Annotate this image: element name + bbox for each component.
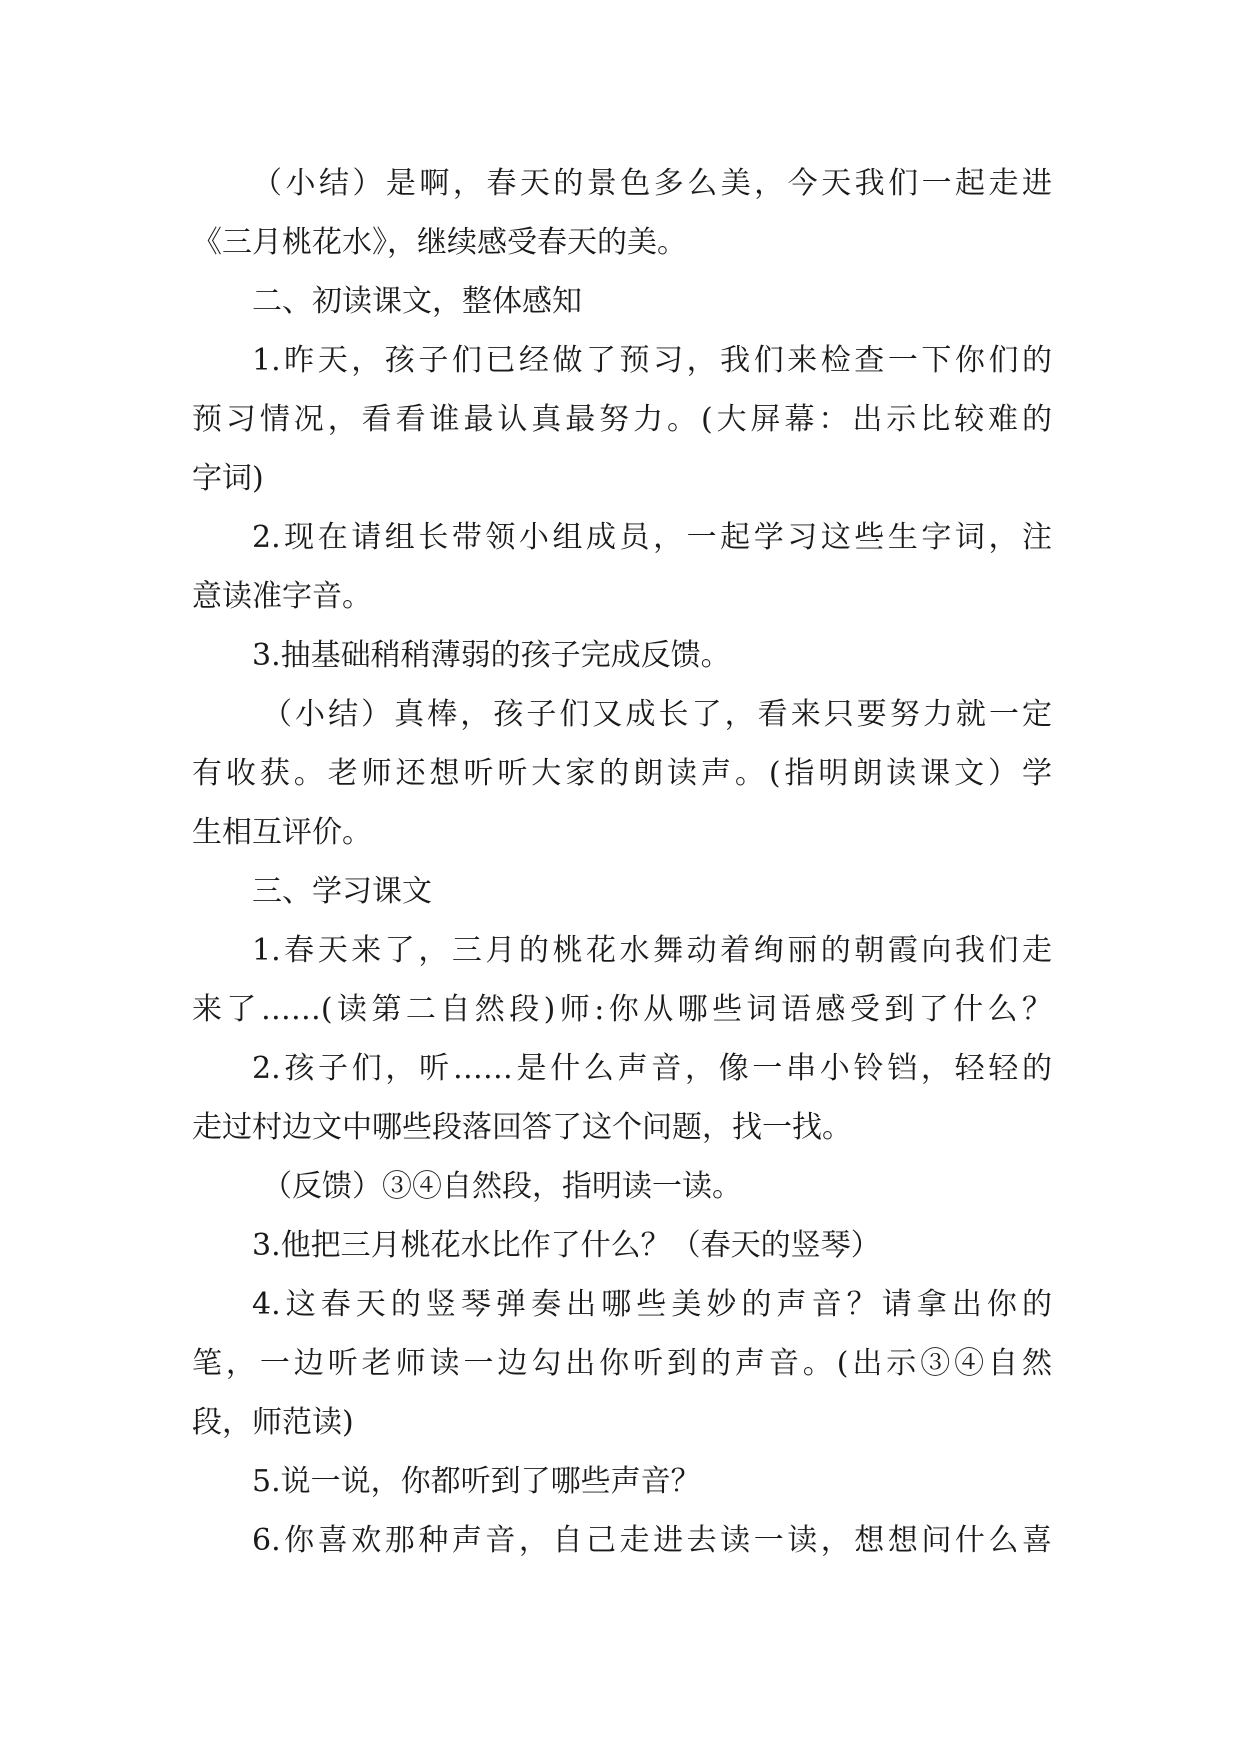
paragraph-line: 2.孩子们，听……是什么声音，像一串小铃铛，轻轻的 <box>252 1051 1052 1086</box>
paragraph-line: 4.这春天的竖琴弹奏出哪些美妙的声音？请拿出你的 <box>252 1287 1052 1322</box>
paragraph-line: 来了……(读第二自然段)师:你从哪些词语感受到了什么？ <box>192 992 1052 1027</box>
paragraph-line: （反馈）③④自然段，指明读一读。 <box>262 1169 742 1204</box>
paragraph-line: 意读准字音。 <box>192 579 372 614</box>
paragraph-line: 笔，一边听老师读一边勾出你听到的声音。(出示③④自然 <box>192 1346 1052 1381</box>
paragraph-line: 走过村边文中哪些段落回答了这个问题，找一找。 <box>192 1110 852 1145</box>
paragraph-line: 3.他把三月桃花水比作了什么？（春天的竖琴） <box>252 1228 881 1263</box>
paragraph-line: 生相互评价。 <box>192 815 372 850</box>
paragraph-line: 3.抽基础稍稍薄弱的孩子完成反馈。 <box>252 638 731 673</box>
document-body <box>192 154 1052 1570</box>
paragraph-line: （小结）真棒，孩子们又成长了，看来只要努力就一定 <box>262 697 1052 732</box>
section-heading: 二、初读课文，整体感知 <box>252 284 582 319</box>
paragraph-line: 字词) <box>192 461 264 496</box>
paragraph-line: 《三月桃花水》，继续感受春天的美。 <box>192 225 687 260</box>
section-heading: 三、学习课文 <box>252 874 432 909</box>
paragraph-line: （小结）是啊，春天的景色多么美，今天我们一起走进 <box>252 166 1052 201</box>
paragraph-line: 预习情况，看看谁最认真最努力。(大屏幕：出示比较难的 <box>192 402 1052 437</box>
paragraph-line: 2.现在请组长带领小组成员，一起学习这些生字词，注 <box>252 520 1052 555</box>
paragraph-line: 1.春天来了，三月的桃花水舞动着绚丽的朝霞向我们走 <box>252 933 1052 968</box>
paragraph-line: 6.你喜欢那种声音，自己走进去读一读，想想问什么喜 <box>252 1523 1052 1558</box>
paragraph-line: 1.昨天，孩子们已经做了预习，我们来检查一下你们的 <box>252 343 1052 378</box>
paragraph-line: 有收获。老师还想听听大家的朗读声。(指明朗读课文）学 <box>192 756 1052 791</box>
paragraph-line: 段，师范读) <box>192 1405 354 1440</box>
paragraph-line: 5.说一说，你都听到了哪些声音？ <box>252 1464 701 1499</box>
